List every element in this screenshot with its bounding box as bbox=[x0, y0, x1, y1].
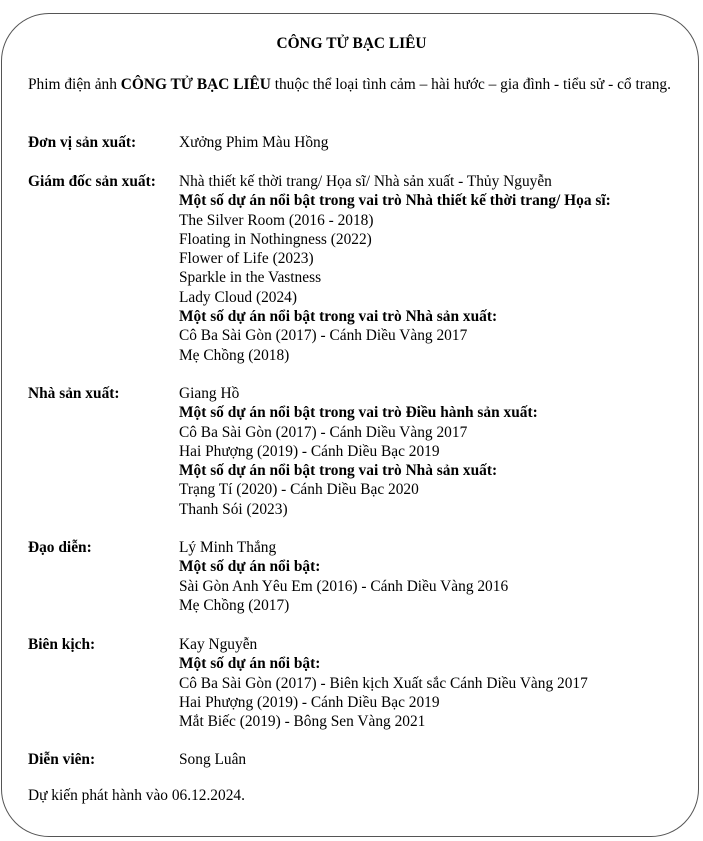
value-line: Lady Cloud (2024) bbox=[179, 288, 297, 306]
intro-film-title: CÔNG TỬ BẠC LIÊU bbox=[120, 76, 271, 93]
value-subheading: Một số dự án nổi bật trong vai trò Điều hành sản xuất: bbox=[179, 404, 538, 422]
intro-prefix: Phim điện ảnh bbox=[28, 76, 121, 93]
section-values bbox=[179, 538, 689, 615]
section-label: Nhà sản xuất: bbox=[28, 385, 120, 402]
value-line: Mẹ Chồng (2017) bbox=[179, 596, 290, 614]
value-line: Kay Nguyễn bbox=[179, 636, 258, 653]
value-subheading: Một số dự án nổi bật: bbox=[179, 558, 321, 576]
value-line: Cô Ba Sài Gòn (2017) - Biên kịch Xuất sắc Cánh Diều Vàng 2017 bbox=[179, 674, 588, 692]
section-values bbox=[179, 384, 689, 519]
intro-paragraph bbox=[28, 75, 678, 94]
value-line: Mẹ Chồng (2018) bbox=[179, 346, 290, 364]
value-line: Nhà thiết kế thời trang/ Họa sĩ/ Nhà sản xuất - Thủy Nguyễn bbox=[179, 173, 552, 190]
value-line: Hai Phượng (2019) - Cánh Diều Bạc 2019 bbox=[179, 693, 440, 711]
value-line: Giang Hồ bbox=[179, 385, 240, 402]
value-line: Sài Gòn Anh Yêu Em (2016) - Cánh Diều Vàng 2016 bbox=[179, 577, 509, 595]
intro-suffix: thuộc thể loại tình cảm – hài hước – gia đình - tiểu sử - cổ trang. bbox=[270, 76, 671, 93]
value-line: Mắt Biếc (2019) - Bông Sen Vàng 2021 bbox=[179, 713, 426, 731]
section-label: Đạo diễn: bbox=[28, 539, 92, 556]
section-values bbox=[179, 750, 689, 769]
value-line: Thanh Sói (2023) bbox=[179, 500, 288, 518]
value-line: Xưởng Phim Màu Hồng bbox=[179, 134, 329, 151]
value-line: Cô Ba Sài Gòn (2017) - Cánh Diều Vàng 2017 bbox=[179, 327, 468, 345]
section-label: Biên kịch: bbox=[28, 636, 96, 653]
value-line: Floating in Nothingness (2022) bbox=[179, 230, 372, 248]
value-line: Sparkle in the Vastness bbox=[179, 269, 322, 287]
value-line: Lý Minh Thắng bbox=[179, 539, 277, 556]
value-line: Song Luân bbox=[179, 751, 247, 768]
page-title: CÔNG TỬ BẠC LIÊU bbox=[276, 35, 427, 52]
value-subheading: Một số dự án nổi bật trong vai trò Nhà sản xuất: bbox=[179, 462, 498, 480]
value-line: Hai Phượng (2019) - Cánh Diều Bạc 2019 bbox=[179, 442, 440, 460]
release-date-note: Dự kiến phát hành vào 06.12.2024. bbox=[28, 787, 245, 804]
value-subheading: Một số dự án nổi bật trong vai trò Nhà sản xuất: bbox=[179, 308, 498, 326]
value-line: The Silver Room (2016 - 2018) bbox=[179, 211, 374, 229]
value-line: Trạng Tí (2020) - Cánh Diều Bạc 2020 bbox=[179, 481, 419, 499]
section-label: Diễn viên: bbox=[28, 751, 96, 768]
section-values bbox=[179, 635, 689, 731]
value-subheading: Một số dự án nổi bật: bbox=[179, 655, 321, 673]
value-line: Cô Ba Sài Gòn (2017) - Cánh Diều Vàng 2017 bbox=[179, 423, 468, 441]
section-values bbox=[179, 133, 689, 152]
value-line: Flower of Life (2023) bbox=[179, 250, 314, 268]
section-label: Giám đốc sản xuất: bbox=[28, 173, 156, 190]
value-subheading: Một số dự án nổi bật trong vai trò Nhà thiết kế thời trang/ Họa sĩ: bbox=[179, 192, 611, 210]
section-values bbox=[179, 172, 689, 365]
section-label: Đơn vị sản xuất: bbox=[28, 134, 137, 151]
